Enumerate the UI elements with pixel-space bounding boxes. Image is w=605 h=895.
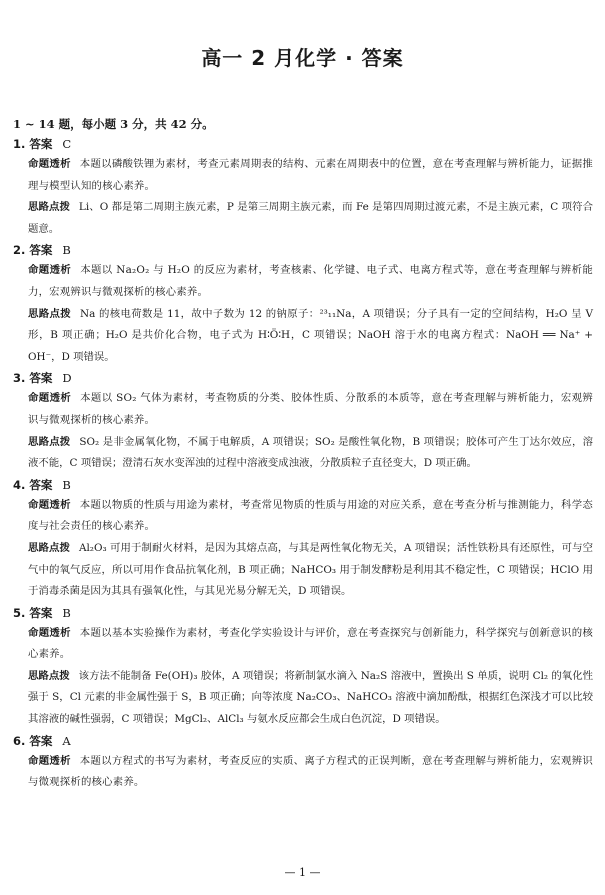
trend-text: 本题以 SO₂ 气体为素材，考查物质的分类、胶体性质、分散系的本质等，意在考查理解与辨析能力，宏观辨识与微观探析的核心素养。: [28, 392, 593, 426]
hint-text: 该方法不能制备 Fe(OH)₃ 胶体，A 项错误；将新制氯水滴入 Na₂S 溶液中，置换出 S 单质，说明 Cl₂ 的氧化性强于 S，Cl 元素的非金属性强于 S，B 项正确；向等浓度 Na₂CO₃、NaHCO₃ 溶液中滴加酚酞，根据红色深浅才可以比较其溶液的碱性强弱，C 项错误；MgCl₂、AlCl₃ 与氨水反应都会生成白色沉淀，D 项错误。: [28, 669, 594, 726]
question-heading: 5. 答案: [13, 605, 53, 620]
answer-letter: D: [62, 371, 72, 386]
question-2: [13, 240, 593, 368]
trend-label: 命题透析: [28, 392, 72, 405]
question-heading: 4. 答案: [13, 477, 53, 492]
hint-label: 思路点拨: [28, 669, 70, 682]
hint-label: 思路点拨: [28, 201, 70, 214]
intro-line: 1 ~ 14 题，每小题 3 分，共 42 分。: [13, 117, 214, 131]
page-number: — 1 —: [284, 866, 321, 879]
question-heading: 2. 答案: [13, 243, 53, 258]
answer-letter: C: [62, 137, 72, 151]
question-heading: 1. 答案: [13, 137, 53, 151]
question-1: [13, 134, 593, 240]
question-heading: 3. 答案: [13, 371, 53, 386]
trend-text: 本题以 Na₂O₂ 与 H₂O 的反应为素材，考查核素、化学键、电子式、电离方程式等，意在考查理解与辨析能力，宏观辨识与微观探析的核心素养。: [28, 264, 593, 298]
hint-text: Na 的核电荷数是 11，故中子数为 12 的钠原子：²³₁₁Na，A 项错误；分子具有一定的空间结构，H₂O 呈 V 形，B 项正确；H₂O 是共价化合物，电子式为 H∶Ö∶H，C 项错误；NaOH 溶于水的电离方程式：NaOH ══ Na⁺ + OH⁻，D 项错误。: [28, 307, 593, 363]
answer-content: [13, 114, 593, 794]
trend-label: 命题透析: [28, 498, 71, 511]
answer-letter: B: [62, 243, 71, 258]
answer-letter: B: [62, 477, 71, 492]
trend-label: 命题透析: [28, 158, 71, 170]
hint-text: SO₂ 是非金属氧化物，不属于电解质，A 项错误；SO₂ 是酸性氧化物，B 项错误；胶体可产生丁达尔效应，溶液不能，C 项错误；澄清石灰水变浑浊的过程中溶液变成浊液，分散质粒子直径变大，D 项正确。: [28, 435, 594, 470]
hint-text: Li、O 都是第二周期主族元素，P 是第三周期主族元素，而 Fe 是第四周期过渡元素，不是主族元素，C 项符合题意。: [28, 201, 593, 235]
trend-label: 命题透析: [28, 754, 71, 767]
page-title: 高一 2 月化学 · 答案: [201, 46, 404, 70]
hint-label: 思路点拨: [28, 307, 71, 320]
question-3: [13, 368, 593, 474]
trend-text: 本题以物质的性质与用途为素材，考查常见物质的性质与用途的对应关系，意在考查分析与推测能力，科学态度与社会责任的核心素养。: [28, 498, 593, 533]
hint-label: 思路点拨: [28, 541, 70, 554]
question-6: [13, 731, 593, 794]
trend-text: 本题以磷酸铁锂为素材，考查元素周期表的结构、元素在周期表中的位置，意在考查理解与辨析能力，证据推理与模型认知的核心素养。: [28, 158, 593, 192]
hint-label: 思路点拨: [28, 435, 71, 448]
question-5: [13, 603, 593, 731]
trend-label: 命题透析: [28, 264, 72, 277]
question-4: [13, 475, 593, 603]
answer-letter: B: [62, 605, 71, 620]
question-heading: 6. 答案: [13, 733, 53, 748]
trend-label: 命题透析: [28, 626, 71, 639]
answer-letter: A: [62, 733, 71, 748]
trend-text: 本题以基本实验操作为素材，考查化学实验设计与评价，意在考查探究与创新能力，科学探究与创新意识的核心素养。: [28, 626, 593, 661]
hint-text: Al₂O₃ 可用于制耐火材料，是因为其熔点高，与其是两性氧化物无关，A 项错误；活性铁粉具有还原性，可与空气中的氧气反应，所以可用作食品抗氧化剂，B 项正确；NaHCO₃ 用于制发酵粉是利用其不稳定性，C 项错误；HClO 用于消毒杀菌是因为其具有强氧化性，与其见光易分解无关，D 项错误。: [28, 541, 593, 598]
trend-text: 本题以方程式的书写为素材，考查反应的实质、离子方程式的正误判断，意在考查理解与辨析能力，宏观辨识与微观探析的核心素养。: [28, 754, 593, 789]
